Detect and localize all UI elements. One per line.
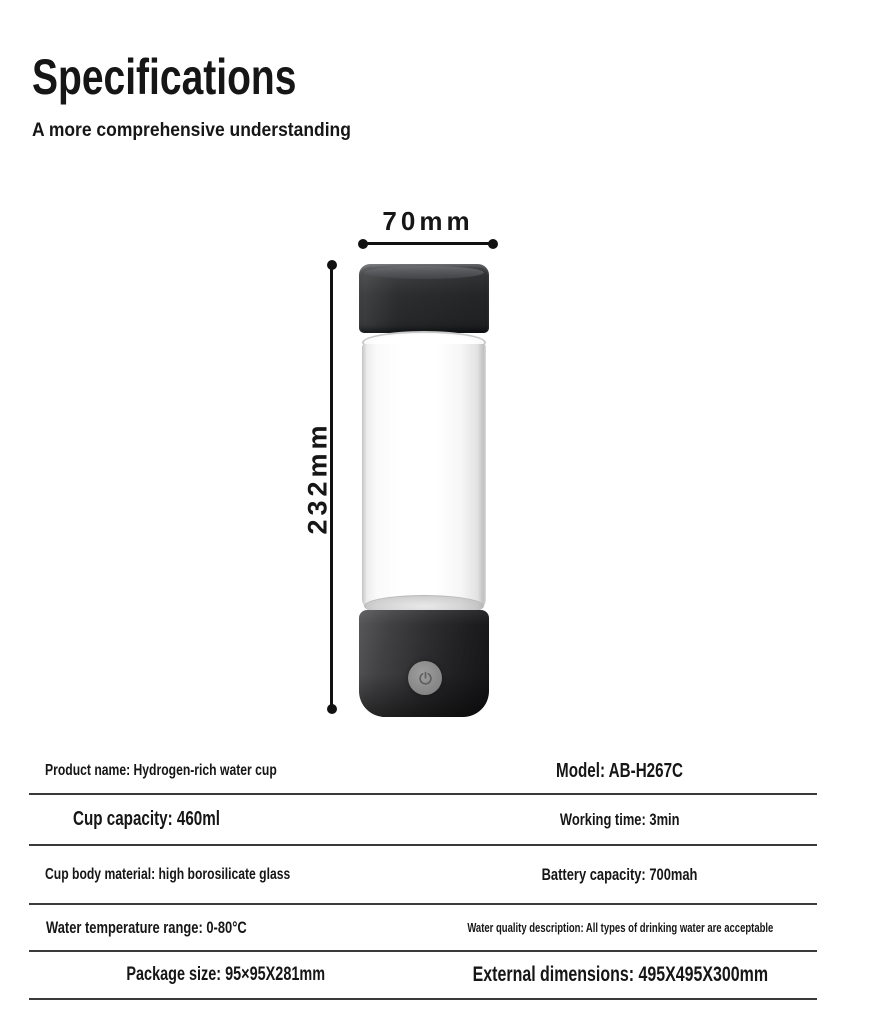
- page-title: Specifications: [32, 49, 297, 105]
- width-dimension-line: [363, 242, 493, 245]
- spec-external-dimensions: External dimensions: 495X495X300mm: [472, 963, 768, 986]
- dimension-endpoint-dot: [358, 239, 368, 249]
- table-row: [29, 795, 817, 846]
- spec-cup-body-material: Cup body material: high borosilicate glass: [45, 865, 291, 883]
- spec-working-time: Working time: 3min: [560, 809, 680, 829]
- width-dimension-label: 70mm: [382, 206, 474, 236]
- table-row: [29, 846, 817, 905]
- bottle-glass-body: [362, 344, 486, 611]
- height-dimension-label: 232mm: [302, 421, 333, 535]
- table-row: [29, 905, 817, 952]
- power-button: [408, 661, 442, 695]
- page-subtitle: A more comprehensive understanding: [32, 120, 351, 141]
- dimension-endpoint-dot: [327, 704, 337, 714]
- table-row: [29, 952, 817, 1000]
- spec-water-quality-description: Water quality description: All types of drinking water are acceptable: [466, 920, 774, 935]
- spec-product-name: Product name: Hydrogen-rich water cup: [45, 762, 277, 779]
- dimension-endpoint-dot: [488, 239, 498, 249]
- spec-battery-capacity: Battery capacity: 700mah: [542, 864, 698, 884]
- spec-table: [29, 749, 817, 1000]
- dimension-endpoint-dot: [327, 260, 337, 270]
- power-icon: [417, 670, 434, 687]
- table-row: [29, 749, 817, 795]
- spec-water-temperature-range: Water temperature range: 0-80°C: [46, 917, 247, 937]
- spec-model: Model: AB-H267C: [556, 759, 684, 782]
- spec-cup-capacity: Cup capacity: 460ml: [73, 808, 221, 830]
- spec-package-size: Package size: 95×95X281mm: [126, 964, 326, 985]
- bottle-cap: [359, 264, 489, 333]
